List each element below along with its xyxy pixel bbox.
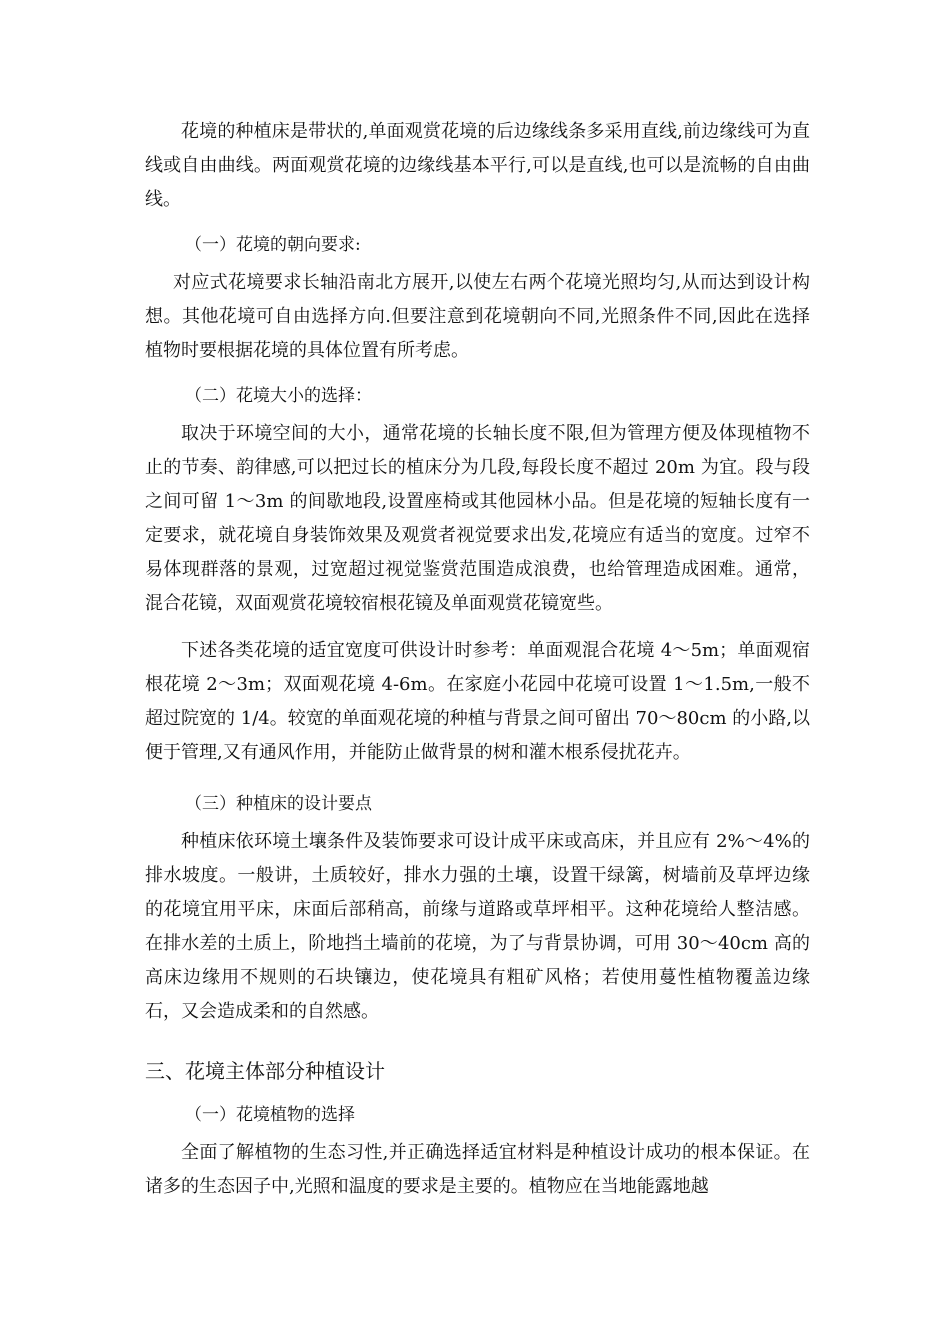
section-heading-3: 三、花境主体部分种植设计 xyxy=(145,1059,385,1083)
paragraph-plant-selection: 全面了解植物的生态习性,并正确选择适宜材料是种植设计成功的根本保证。在诸多的生态因子中,光照和温度的要求是主要的。植物应在当地能露地越 xyxy=(145,1142,810,1197)
subheading-plant-selection: （一）花境植物的选择 xyxy=(185,1105,355,1125)
subheading-bed-design: （三）种植床的设计要点 xyxy=(185,794,372,814)
paragraph-border-shape: 花境的种植床是带状的,单面观赏花境的后边缘线条多采用直线,前边缘线可为直线或自由曲线。两面观赏花境的边缘线基本平行,可以是直线,也可以是流畅的自由曲线。 xyxy=(145,121,810,210)
paragraph-width-reference: 下述各类花境的适宜宽度可供设计时参考：单面观混合花境 4～5m；单面观宿根花境 2～3m；双面观花境 4-6m。在家庭小花园中花境可设置 1～1.5m,一般不超过院宽的 1/4。较宽的单面观花境的种植与背景之间可留出 70～80cm 的小路,以便于管理,又有通风作用，并能防止做背景的树和灌木根系侵扰花卉。 xyxy=(145,640,810,763)
subheading-orientation: （一）花境的朝向要求: xyxy=(185,235,361,255)
paragraph-orientation: 对应式花境要求长轴沿南北方展开,以使左右两个花境光照均匀,从而达到设计构想。其他花境可自由选择方向.但要注意到花境朝向不同,光照条件不同,因此在选择植物时要根据花境的具体位置有所考虑。 xyxy=(145,272,810,361)
paragraph-size: 取决于环境空间的大小，通常花境的长轴长度不限,但为管理方便及体现植物不止的节奏、韵律感,可以把过长的植床分为几段,每段长度不超过 20m 为宜。段与段之间可留 1～3m 的间歇地段,设置座椅或其他园林小品。但是花境的短轴长度有一定要求，就花境自身装饰效果及观赏者视觉要求出发,花境应有适当的宽度。过窄不易体现群落的景观，过宽超过视觉鉴赏范围造成浪费，也给管理造成困难。通常，混合花镜，双面观赏花境较宿根花镜及单面观赏花镜宽些。 xyxy=(145,423,810,614)
subheading-size: （二）花境大小的选择： xyxy=(185,386,372,406)
paragraph-bed-design: 种植床依环境土壤条件及装饰要求可设计成平床或高床，并且应有 2%～4%的排水坡度。一般讲，土质较好，排水力强的土壤，设置干绿篱，树墙前及草坪边缘的花境宜用平床，床面后部稍高，前缘与道路或草坪相平。这种花境给人整洁感。在排水差的土质上，阶地挡土墙前的花境，为了与背景协调，可用 30～40cm 高的高床边缘用不规则的石块镶边，使花境具有粗矿风格；若使用蔓性植物覆盖边缘石，又会造成柔和的自然感。 xyxy=(145,831,810,1022)
